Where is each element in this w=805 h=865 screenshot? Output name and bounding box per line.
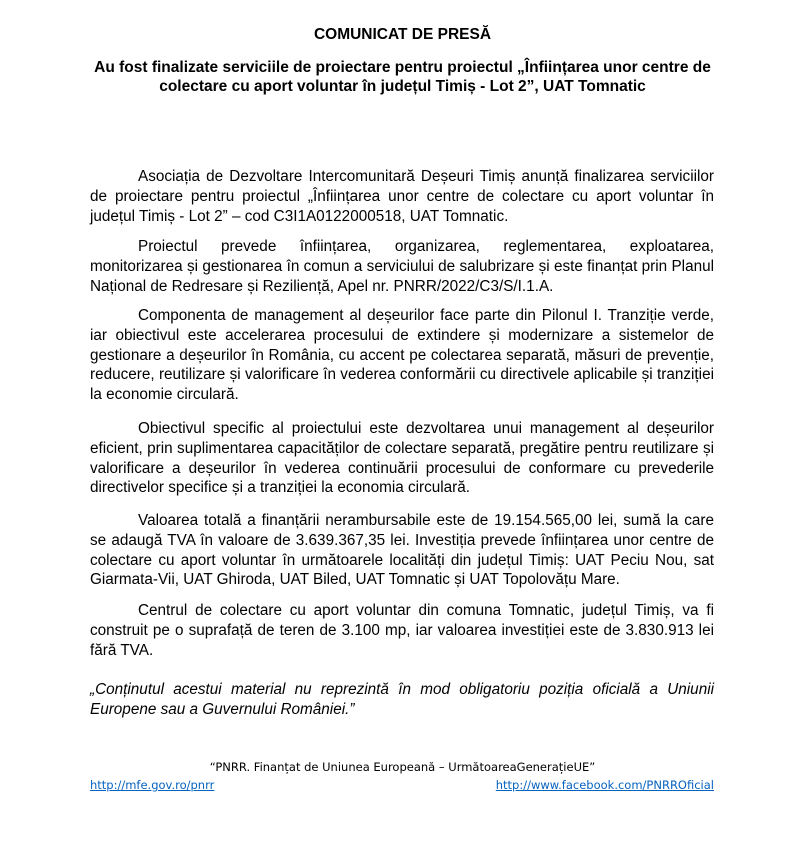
- page-title: COMUNICAT DE PRESĂ: [313, 26, 492, 43]
- press-release-subtitle: Au fost finalizate serviciile de proiectare pentru proiectul „Înființarea unor centre de colectare cu aport voluntar în județul Timiș - Lot 2”, UAT Tomnatic: [94, 59, 711, 95]
- paragraph-project-scope: Proiectul prevede înființarea, organizarea, reglementarea, exploatarea, monitorizarea și gestionarea în comun a serviciului de salubrizare și este finanțat prin Planul Național de Redresare și Reziliență, Apel nr. PNRR/2022/C3/S/I.1.A.: [90, 238, 714, 295]
- eu-disclaimer: „Conținutul acestui material nu reprezintă în mod obligatoriu poziția oficială a Uniunii Europene sau a Guvernului României.”: [90, 681, 714, 718]
- paragraph-specific-objective: Obiectivul specific al proiectului este dezvoltarea unui management al deșeurilor eficient, prin suplimentarea capacităților de colectare separată, pregătire pentru reutilizare și valorificare a deșeurilor în vederea continuării procesului de conformare cu prevederile directivelor specifice și a tranziției la economia circulară.: [90, 420, 714, 497]
- paragraph-tomnatic-center: Centrul de colectare cu aport voluntar din comuna Tomnatic, județul Timiș, va fi construit pe o suprafață de teren de 3.100 mp, iar valoarea investiției este de 3.830.913 lei fără TVA.: [90, 602, 714, 659]
- facebook-pnrr-link[interactable]: http://www.facebook.com/PNRROficial: [495, 778, 714, 792]
- mfe-pnrr-link[interactable]: http://mfe.gov.ro/pnrr: [90, 778, 215, 792]
- paragraph-announcement: Asociația de Dezvoltare Intercomunitară Deșeuri Timiș anunță finalizarea serviciilor de proiectare pentru proiectul „Înființarea unor centre de colectare cu aport voluntar în județul Timiș - Lot 2” – cod C3I1A0122000518, UAT Tomnatic.: [90, 168, 714, 225]
- footer-tagline: “PNRR. Finanțat de Uniunea Europeană – UrmătoareaGenerațieUE”: [209, 760, 596, 774]
- paragraph-financing-value: Valoarea totală a finanțării nerambursabile este de 19.154.565,00 lei, sumă la care se adaugă TVA în valoare de 3.639.367,35 lei. Investiția prevede înființarea unor centre de colectare cu aport voluntar în următoarele localități din județul Timiș: UAT Peciu Nou, sat Giarmata-Vii, UAT Ghiroda, UAT Biled, UAT Tomnatic și UAT Topolovățu Mare.: [90, 512, 714, 589]
- paragraph-waste-management-component: Componenta de management al deșeurilor face parte din Pilonul I. Tranziție verde, iar obiectivul este accelerarea procesului de extindere și modernizare a sistemelor de gestionare a deșeurilor în România, cu accent pe colectarea separată, măsuri de prevenție, reducere, reutilizare și valorificare în vederea conformării cu directivele aplicabile și tranziției la economie circulară.: [90, 307, 714, 404]
